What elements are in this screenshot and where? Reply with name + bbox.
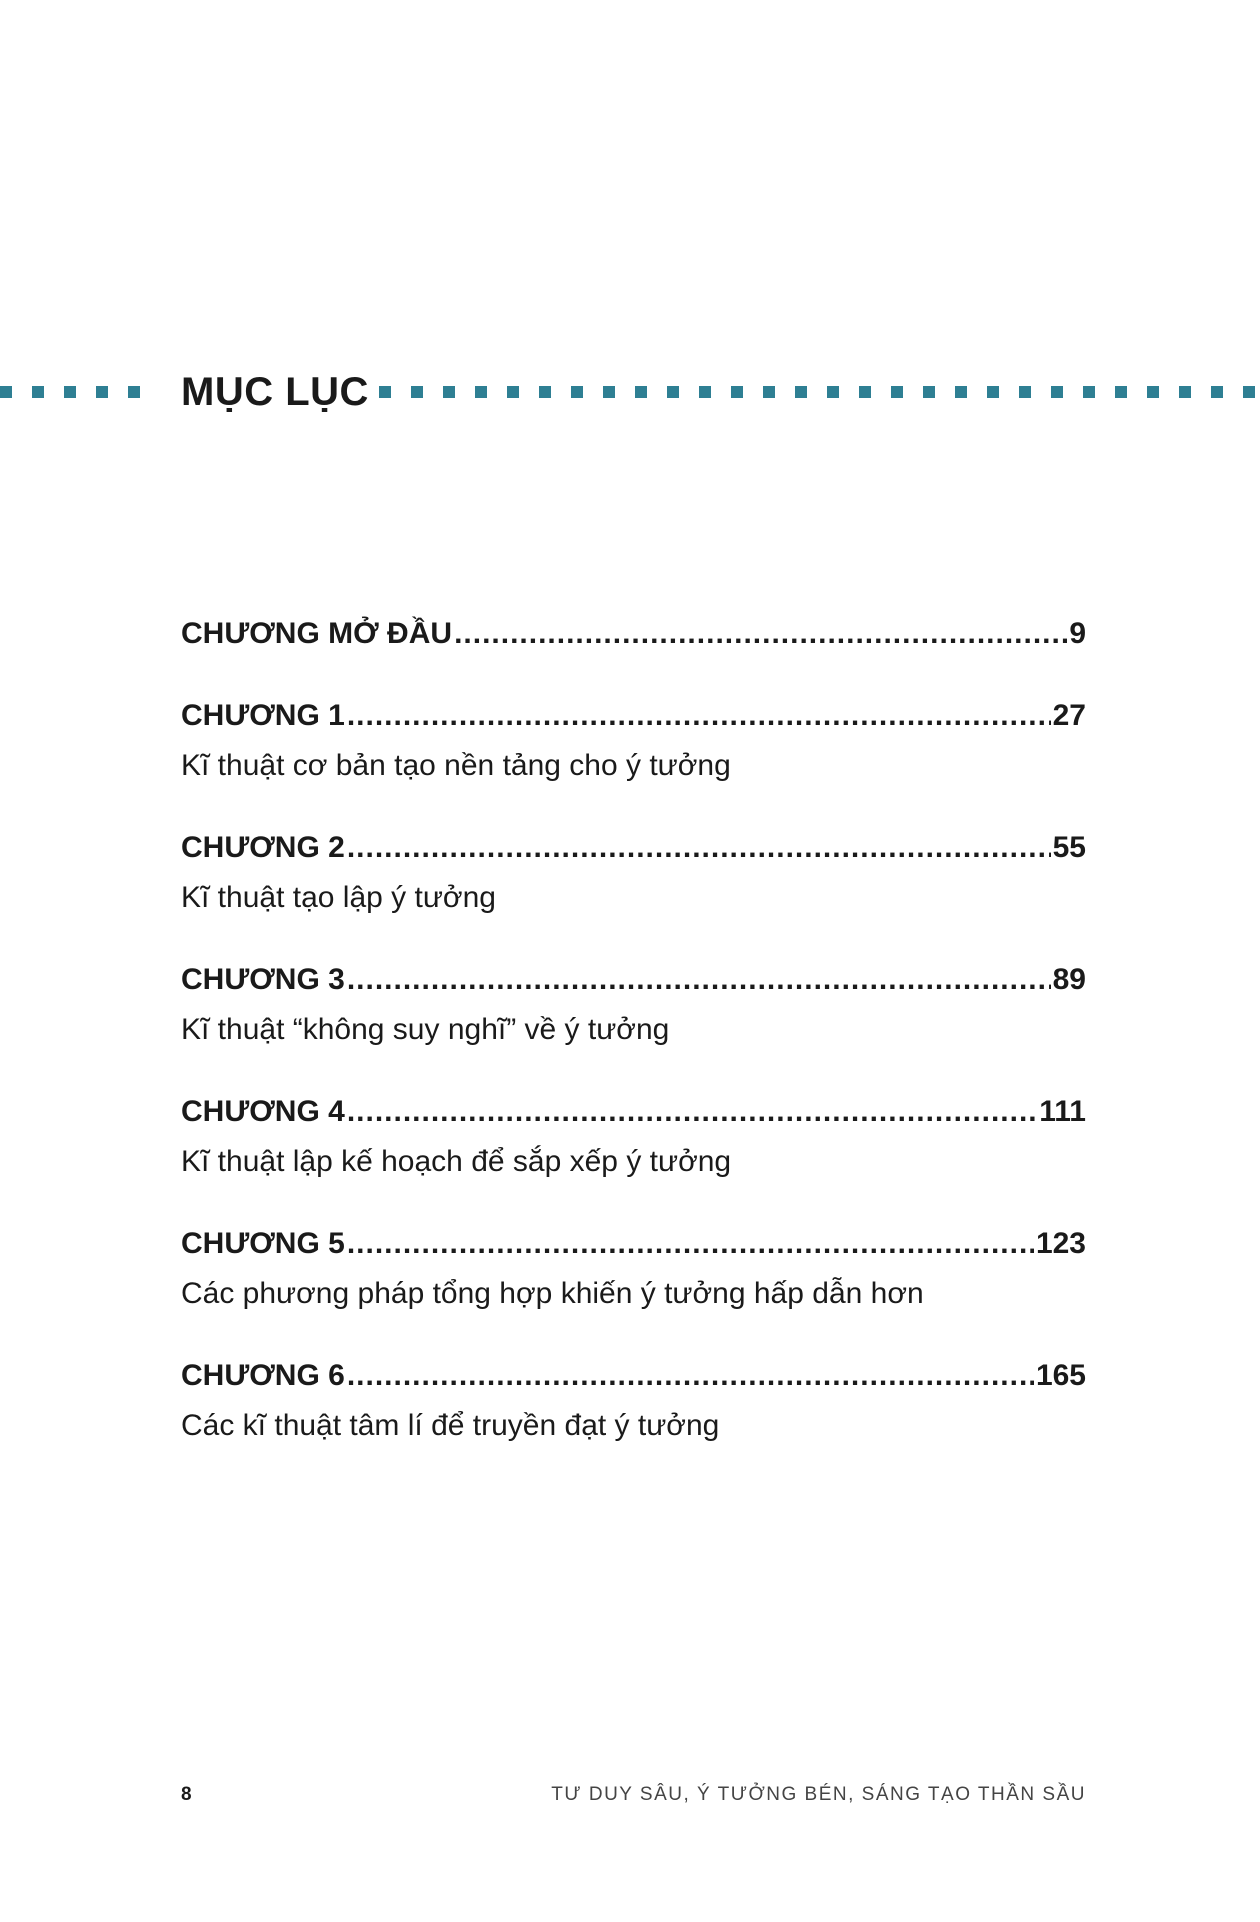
toc-page-number: 89 [1052,963,1086,996]
toc-chapter-label: CHƯƠNG MỞ ĐẦU [181,617,453,650]
toc-chapter-subtitle: Kĩ thuật lập kế hoạch để sắp xếp ý tưởng [181,1145,732,1178]
dash-rule-right [379,386,1255,398]
toc-entry-intro[interactable] [181,614,1086,654]
toc-chapter-subtitle: Kĩ thuật “không suy nghĩ” về ý tưởng [181,1013,670,1046]
toc-chapter-subtitle: Kĩ thuật tạo lập ý tưởng [181,881,496,914]
toc-entry-chapter-6[interactable] [181,1356,1086,1446]
toc-header [0,362,1260,422]
toc-entry-chapter-3[interactable] [181,960,1086,1050]
toc-page-number: 9 [1069,617,1086,650]
toc-dot-leader [347,696,1051,736]
toc-chapter-subtitle: Các kĩ thuật tâm lí để truyền đạt ý tưởng [181,1409,720,1442]
toc-dot-leader [454,614,1067,654]
toc-entry-chapter-5[interactable] [181,1224,1086,1314]
toc-dot-leader [347,1356,1034,1396]
toc-entry-chapter-1[interactable] [181,696,1086,786]
toc-dot-leader [347,960,1051,1000]
toc-entry-chapter-4[interactable] [181,1092,1086,1182]
toc-chapter-subtitle: Kĩ thuật cơ bản tạo nền tảng cho ý tưởng [181,749,731,782]
toc-dot-leader [347,1092,1037,1132]
toc-page-number: 27 [1052,699,1086,732]
table-of-contents [181,614,1086,1446]
toc-chapter-label: CHƯƠNG 1 [181,699,345,732]
toc-page-number: 111 [1039,1095,1086,1128]
footer-book-title: TƯ DUY SÂU, Ý TƯỞNG BÉN, SÁNG TẠO THẦN SẦU [551,1784,1086,1805]
page-footer [181,1784,1086,1814]
footer-page-number: 8 [181,1784,192,1805]
toc-chapter-label: CHƯƠNG 3 [181,963,345,996]
page-title: MỤC LỤC [181,370,369,414]
dash-rule-left [0,386,140,398]
toc-chapter-label: CHƯƠNG 6 [181,1359,345,1392]
toc-entry-chapter-2[interactable] [181,828,1086,918]
toc-dot-leader [347,1224,1034,1264]
toc-chapter-subtitle: Các phương pháp tổng hợp khiến ý tưởng hấp dẫn hơn [181,1277,924,1310]
toc-dot-leader [347,828,1051,868]
toc-page-number: 55 [1052,831,1086,864]
toc-page-number: 123 [1035,1227,1086,1260]
toc-page-number: 165 [1035,1359,1086,1392]
toc-chapter-label: CHƯƠNG 5 [181,1227,345,1260]
toc-chapter-label: CHƯƠNG 2 [181,831,345,864]
toc-chapter-label: CHƯƠNG 4 [181,1095,345,1128]
